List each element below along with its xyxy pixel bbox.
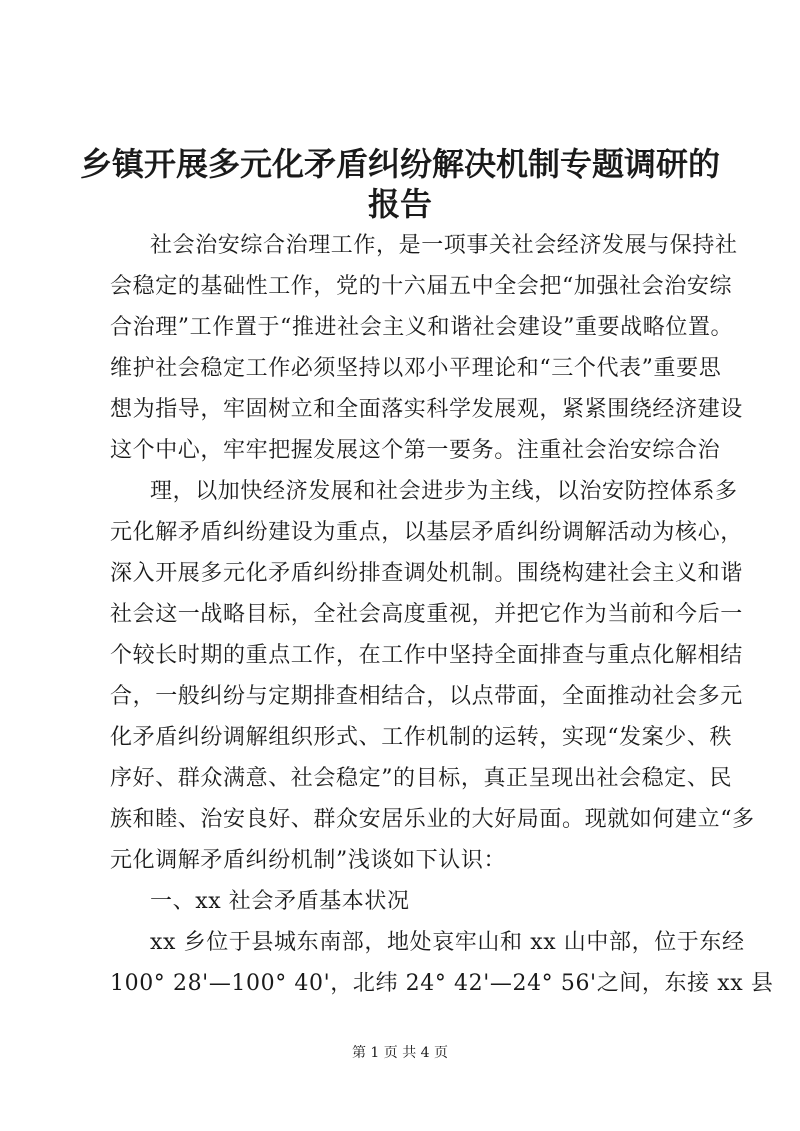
paragraph-line: 这个中心，牢牢把握发展这个第一要务。注重社会治安综合治 — [110, 438, 721, 463]
paragraph-line: 想为指导，牢固树立和全面落实科学发展观，紧紧围绕经济建设 — [110, 397, 743, 422]
paragraph-line: 会稳定的基础性工作，党的十六届五中全会把“加强社会治安综 — [110, 274, 733, 299]
paragraph-line: 社会这一战略目标，全社会高度重视，并把它作为当前和今后一 — [110, 602, 743, 627]
paragraph-line: 维护社会稳定工作必须坚持以邓小平理论和“三个代表”重要思 — [110, 356, 722, 381]
paragraph-line: 元化解矛盾纠纷建设为重点，以基层矛盾纠纷调解活动为核心， — [110, 520, 743, 545]
paragraph-line: 合，一般纠纷与定期排查相结合，以点带面，全面推动社会多元 — [110, 684, 743, 709]
paragraph-line: 个较长时期的重点工作，在工作中坚持全面排查与重点化解相结 — [110, 643, 743, 668]
paragraph-line: xx 乡位于县城东南部，地处哀牢山和 xx 山中部，位于东经 — [150, 930, 745, 955]
paragraph-line: 序好、群众满意、社会稳定”的目标，真正呈现出社会稳定、民 — [110, 766, 733, 791]
paragraph-line: 合治理”工作置于“推进社会主义和谐社会建设”重要战略位置。 — [110, 315, 734, 340]
document-title-line-2: 报告 — [367, 185, 432, 223]
paragraph-line: 化矛盾纠纷调解组织形式、工作机制的运转，实现“发案少、秩 — [110, 725, 733, 750]
paragraph-line: 社会治安综合治理工作，是一项事关社会经济发展与保持社 — [150, 233, 738, 258]
paragraph-line: 族和睦、治安良好、群众安居乐业的大好局面。现就如何建立“多 — [110, 807, 755, 832]
paragraph-line: 深入开展多元化矛盾纠纷排查调处机制。围绕构建社会主义和谐 — [110, 561, 743, 586]
page-footer: 第 1 页 共 4 页 — [351, 1045, 449, 1061]
paragraph-line: 100° 28'—100° 40'，北纬 24° 42'—24° 56'之间，东接 xx 县 — [110, 971, 774, 996]
paragraph-line: 元化调解矛盾纠纷机制”浅谈如下认识： — [110, 848, 507, 873]
section-heading: 一、xx 社会矛盾基本状况 — [150, 889, 410, 914]
paragraph-line: 理，以加快经济发展和社会进步为主线，以治安防控体系多 — [150, 479, 738, 504]
document-title-line-1: 乡镇开展多元化矛盾纠纷解决机制专题调研的 — [79, 145, 720, 183]
